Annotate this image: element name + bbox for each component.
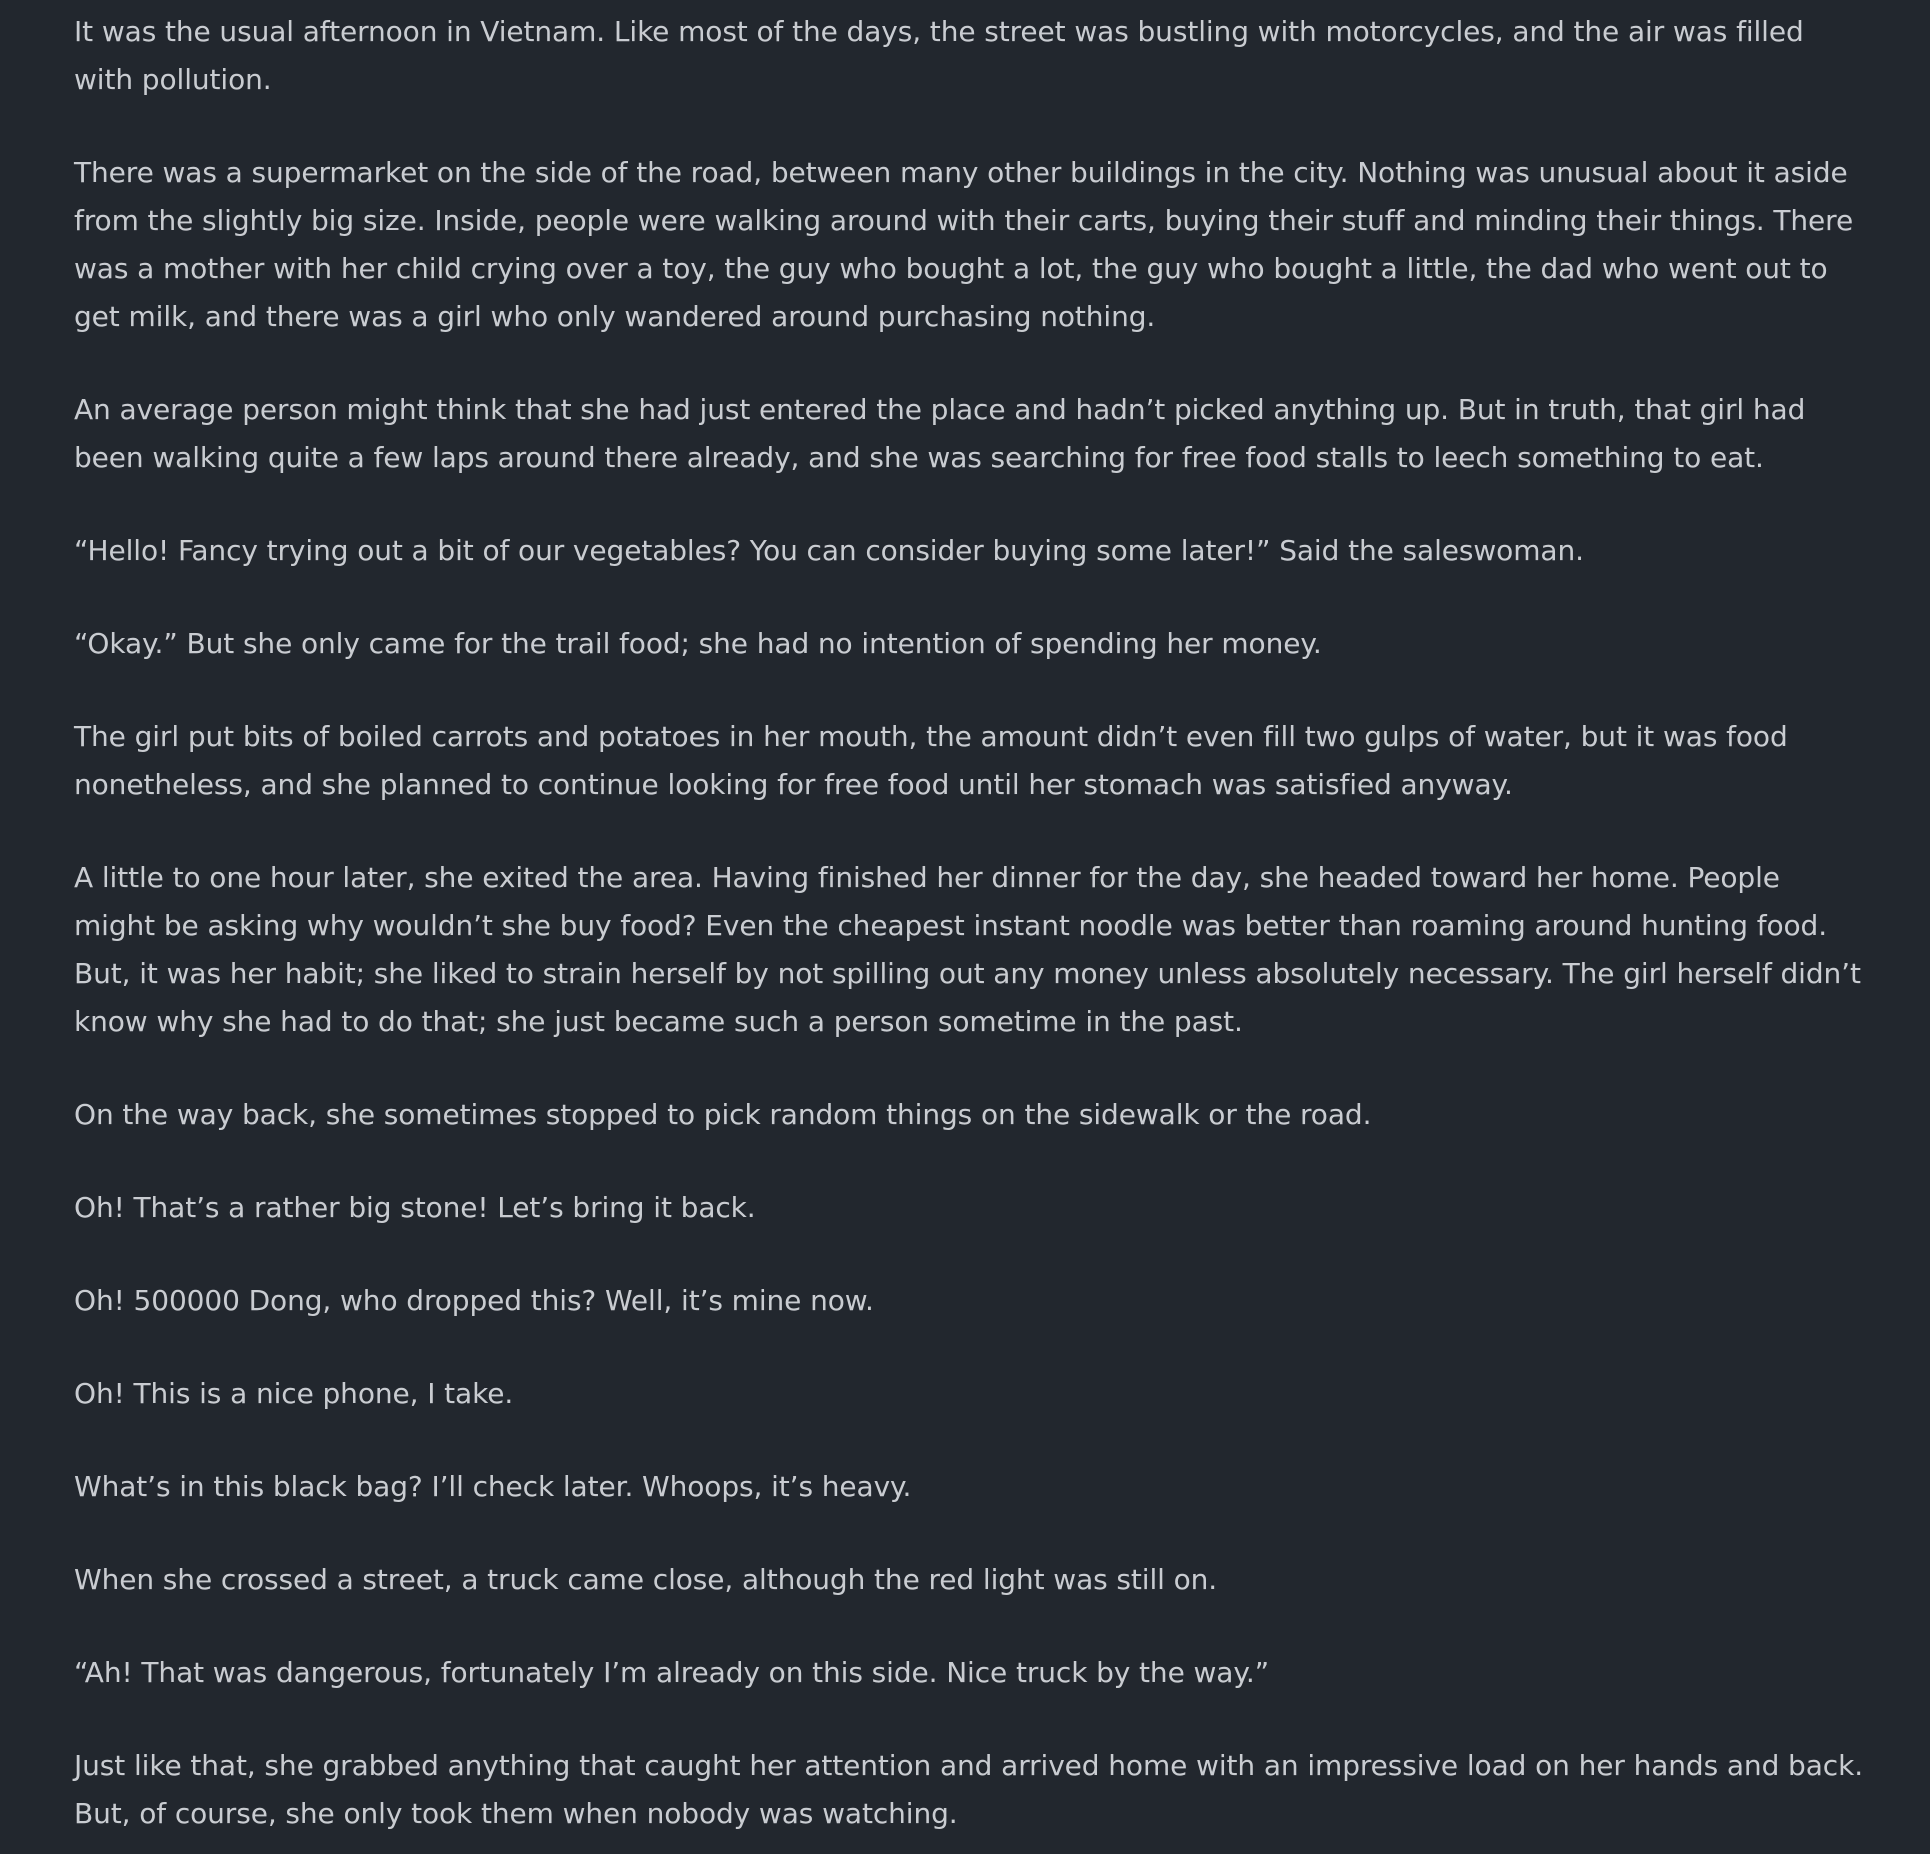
paragraph-8: On the way back, she sometimes stopped to pick random things on the sidewalk or the road. — [74, 1098, 1372, 1131]
paragraph-12: What’s in this black bag? I’ll check later. Whoops, it’s heavy. — [74, 1470, 912, 1503]
paragraph-11: Oh! This is a nice phone, I take. — [74, 1377, 514, 1410]
paragraph-15: Just like that, she grabbed anything that caught her attention and arrived home with an impressive load on her hands and back. But, of course, she only took them when nobody was watching. — [74, 1749, 1863, 1830]
paragraph-10: Oh! 500000 Dong, who dropped this? Well, it’s mine now. — [74, 1284, 874, 1317]
paragraph-9: Oh! That’s a rather big stone! Let’s bring it back. — [74, 1191, 756, 1224]
paragraph-7: A little to one hour later, she exited the area. Having finished her dinner for the day, she headed toward her home. People might be asking why wouldn’t she buy food? Even the cheapest instant noodle was better than roaming around hunting food. But, it was her habit; she liked to strain herself by not spilling out any money unless absolutely necessary. The girl herself didn’t know why she had to do that; she just became such a person sometime in the past. — [74, 861, 1861, 1038]
paragraph-1: It was the usual afternoon in Vietnam. Like most of the days, the street was bustling with motorcycles, and the air was filled with pollution. — [74, 15, 1804, 96]
paragraph-13: When she crossed a street, a truck came close, although the red light was still on. — [74, 1563, 1218, 1596]
paragraph-5: “Okay.” But she only came for the trail food; she had no intention of spending her money. — [74, 627, 1322, 660]
paragraph-4: “Hello! Fancy trying out a bit of our vegetables? You can consider buying some later!” Said the saleswoman. — [74, 534, 1584, 567]
paragraph-2: There was a supermarket on the side of the road, between many other buildings in the city. Nothing was unusual about it aside from the slightly big size. Inside, people were walking around with their carts, buying their stuff and minding their things. There was a mother with her child crying over a toy, the guy who bought a lot, the guy who bought a little, the dad who went out to get milk, and there was a girl who only wandered around purchasing nothing. — [74, 156, 1854, 333]
paragraph-14: “Ah! That was dangerous, fortunately I’m already on this side. Nice truck by the way.” — [74, 1656, 1270, 1689]
paragraph-6: The girl put bits of boiled carrots and potatoes in her mouth, the amount didn’t even fill two gulps of water, but it was food nonetheless, and she planned to continue looking for free food until her stomach was satisfied anyway. — [74, 720, 1788, 801]
chapter-text — [74, 8, 1864, 1838]
paragraph-3: An average person might think that she had just entered the place and hadn’t picked anything up. But in truth, that girl had been walking quite a few laps around there already, and she was searching for free food stalls to leech something to eat. — [74, 393, 1806, 474]
